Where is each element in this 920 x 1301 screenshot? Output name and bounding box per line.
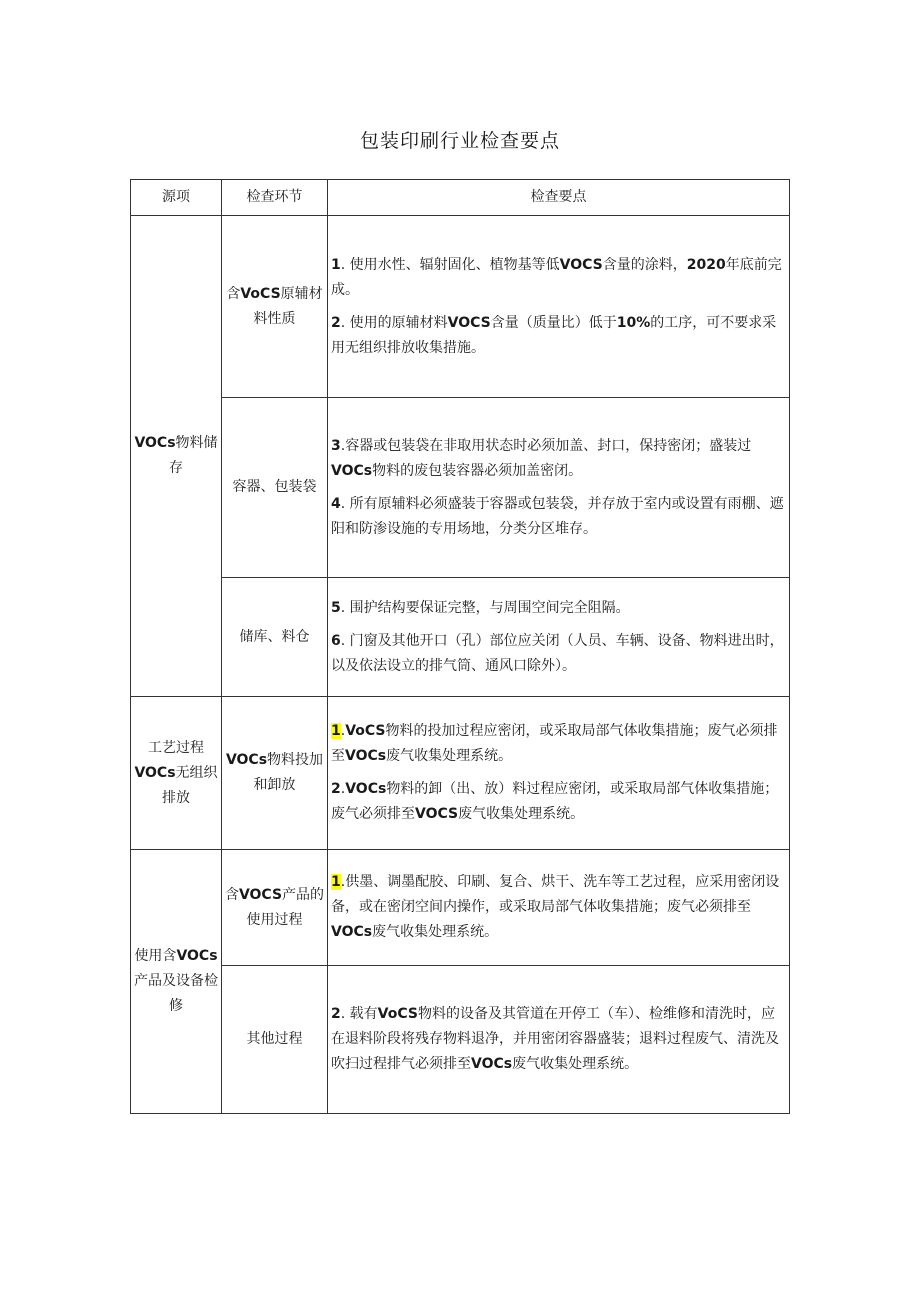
points-cell bbox=[328, 578, 790, 697]
points-cell bbox=[328, 697, 790, 850]
header-points: 检查要点 bbox=[328, 180, 790, 216]
check-point: 5. 围护结构要保证完整，与周围空间完全阻隔。 bbox=[331, 599, 630, 616]
check-point: 2.VOCs物料的卸（出、放）料过程应密闭，或采取局部气体收集措施；废气必须排至VOCS废气收集处理系统。 bbox=[331, 781, 779, 822]
table-row bbox=[131, 966, 790, 1114]
table-row bbox=[131, 578, 790, 697]
header-stage: 检查环节 bbox=[222, 180, 328, 216]
check-point: 4. 所有原辅料必须盛装于容器或包装袋，并存放于室内或设置有雨棚、遮阳和防渗设施的专用场地，分类分区堆存。 bbox=[331, 495, 784, 537]
points-cell bbox=[328, 966, 790, 1114]
check-point: 1. 使用水性、辐射固化、植物基等低VOCS含量的涂料，2020年底前完成。 bbox=[331, 256, 782, 298]
check-point: 2. 载有VoCS物料的设备及其管道在开停工（车）、检维修和清洗时，应在退料阶段将残存物料退净，并用密闭容器盛装；退料过程废气、清洗及吹扫过程排气必须排至VOCs废气收集处理系统。 bbox=[331, 1006, 779, 1072]
stage-cell: 容器、包装袋 bbox=[222, 398, 328, 578]
check-point: 1.供墨、调墨配胶、印刷、复合、烘干、洗车等工艺过程，应采用密闭设备，或在密闭空间内操作，或采取局部气体收集措施；废气必须排至VOCs废气收集处理系统。 bbox=[331, 874, 780, 940]
stage-cell: 其他过程 bbox=[222, 966, 328, 1114]
inspection-table bbox=[130, 179, 790, 1114]
points-cell bbox=[328, 216, 790, 398]
check-point: 3.容器或包装袋在非取用状态时必须加盖、封口，保持密闭；盛装过VOCs物料的废包装容器必须加盖密闭。 bbox=[331, 437, 752, 479]
table-row bbox=[131, 216, 790, 398]
page-title: 包装印刷行业检查要点 bbox=[359, 130, 560, 152]
header-source: 源项 bbox=[131, 180, 222, 216]
points-cell bbox=[328, 398, 790, 578]
table-row bbox=[131, 697, 790, 850]
stage-cell: 含VoCS原辅材料性质 bbox=[222, 216, 328, 398]
table-header-row bbox=[131, 180, 790, 216]
source-cell: VOCs物料储存 bbox=[131, 216, 222, 697]
table-row bbox=[131, 398, 790, 578]
stage-cell: 含VOCS产品的使用过程 bbox=[222, 850, 328, 966]
check-point: 6. 门窗及其他开口（孔）部位应关闭（人员、车辆、设备、物料进出时，以及依法设立的排气筒、通风口除外）。 bbox=[331, 632, 784, 674]
points-cell bbox=[328, 850, 790, 966]
table-row bbox=[131, 850, 790, 966]
check-point: 2. 使用的原辅材料VOCS含量（质量比）低于10%的工序，可不要求采用无组织排放收集措施。 bbox=[331, 314, 777, 356]
source-cell: 工艺过程VOCs无组织排放 bbox=[131, 697, 222, 850]
check-point: 1.VoCS物料的投加过程应密闭，或采取局部气体收集措施；废气必须排至VOCs废气收集处理系统。 bbox=[331, 723, 778, 764]
source-cell: 使用含VOCs产品及设备检修 bbox=[131, 850, 222, 1114]
stage-cell: 储库、料仓 bbox=[222, 578, 328, 697]
stage-cell: VOCs物料投加和卸放 bbox=[222, 697, 328, 850]
